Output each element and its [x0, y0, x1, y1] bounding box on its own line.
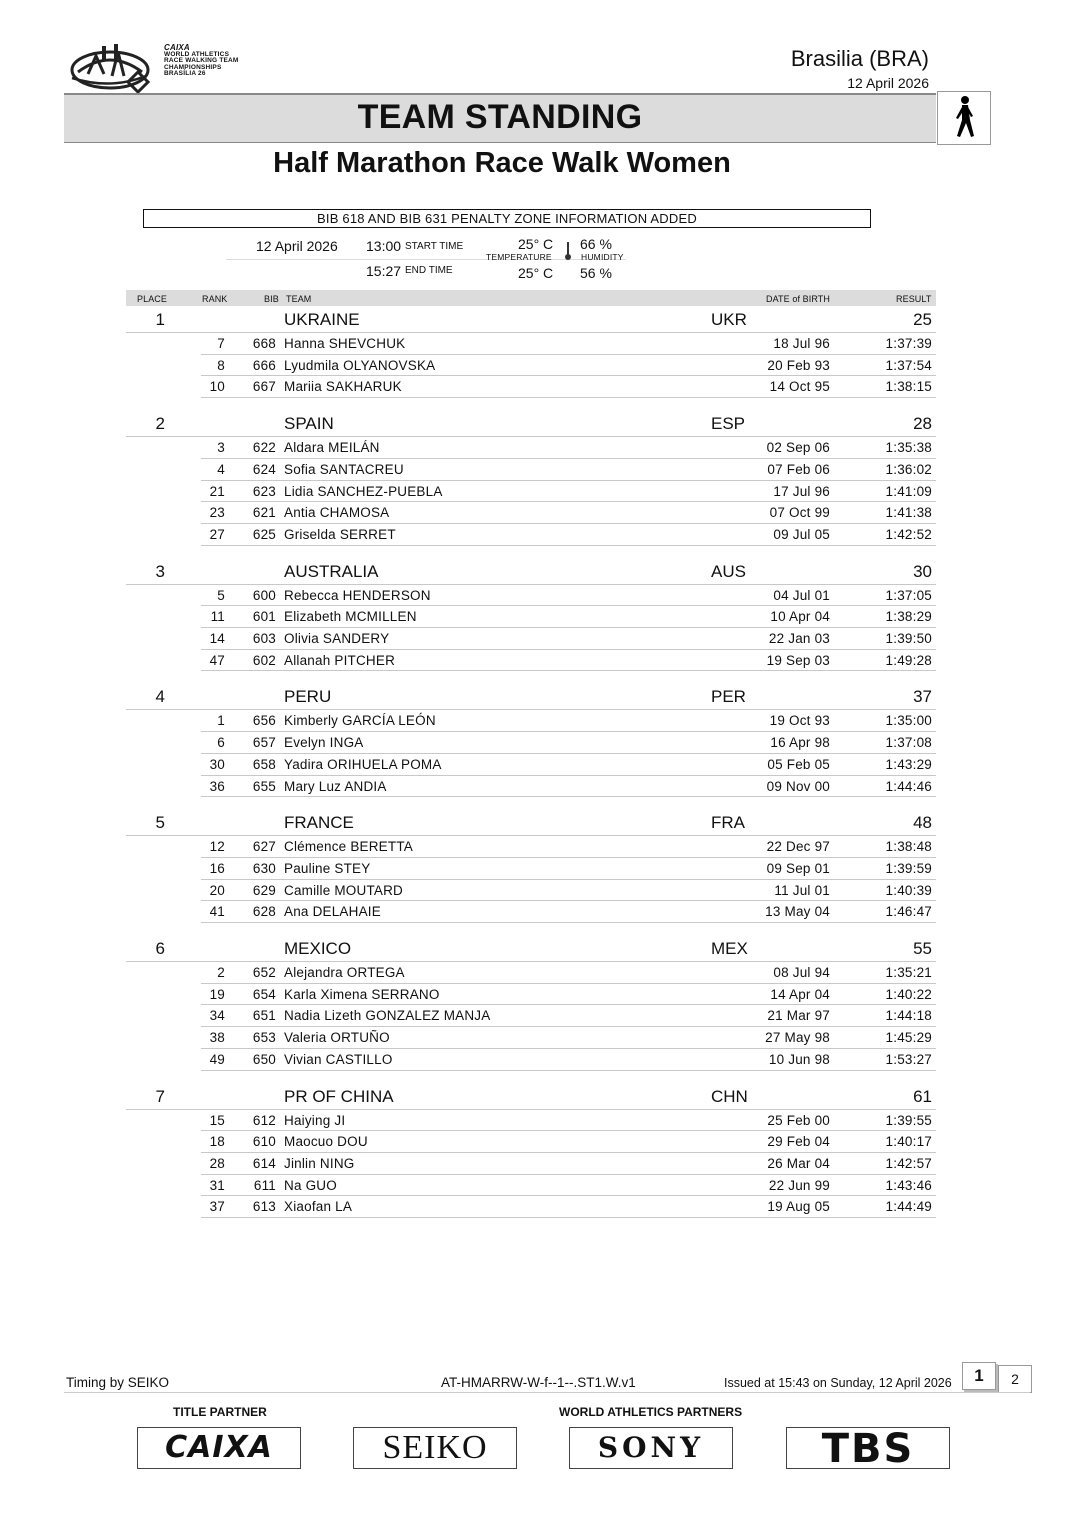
team-result: 28 [913, 414, 932, 434]
title-partner-label: TITLE PARTNER [173, 1405, 267, 1419]
athlete-name: Lyudmila OLYANOVSKA [284, 357, 436, 373]
athlete-dob: 05 Feb 05 [767, 756, 830, 772]
team-result: 61 [913, 1086, 932, 1106]
team-code: MEX [711, 939, 748, 958]
athlete-divider [201, 1217, 936, 1218]
athlete-name: Hanna SHEVCHUK [284, 336, 406, 351]
athlete-bib: 621 [252, 505, 276, 521]
athlete-name: Nadia Lizeth GONZALEZ MANJA [284, 1008, 491, 1024]
athlete-name: Mariia SAKHARUK [284, 379, 402, 395]
issued-timestamp: Issued at 15:43 on Sunday, 12 April 2026 [724, 1376, 952, 1390]
athlete-divider [201, 670, 936, 671]
athlete-rank: 28 [209, 1155, 225, 1171]
team-name: MEXICO [284, 939, 352, 958]
team-result: 25 [913, 310, 932, 329]
athlete-dob: 11 Jul 01 [774, 882, 830, 898]
athlete-dob: 09 Nov 00 [766, 778, 830, 794]
team-code: PER [711, 687, 746, 707]
athlete-dob: 07 Feb 06 [767, 461, 830, 477]
athlete-result: 1:46:47 [885, 904, 932, 920]
team-divider [126, 709, 936, 710]
athlete-result: 1:44:49 [885, 1199, 932, 1215]
athlete-dob: 19 Sep 03 [766, 652, 830, 668]
athlete-divider [201, 354, 936, 355]
page-1[interactable]: 1 [962, 1362, 996, 1390]
team-result: 55 [913, 939, 932, 958]
athlete-divider [201, 1048, 936, 1049]
athlete-dob: 19 Aug 05 [767, 1199, 830, 1215]
race-date: 12 April 2026 [256, 238, 338, 254]
team-place: 3 [155, 561, 165, 581]
wa-partners-label: WORLD ATHLETICS PARTNERS [559, 1405, 743, 1419]
athlete-name: Evelyn INGA [284, 735, 364, 751]
page-2[interactable]: 2 [998, 1365, 1032, 1393]
athlete-rank: 3 [217, 440, 225, 456]
athlete-name: Xiaofan LA [284, 1199, 353, 1215]
temperature-start: 25° C [518, 236, 554, 252]
athlete-bib: 611 [253, 1177, 276, 1193]
athlete-dob: 10 Jun 98 [768, 1051, 830, 1067]
athlete-result: 1:43:29 [885, 756, 932, 772]
athlete-divider [201, 397, 936, 398]
athlete-dob: 21 Mar 97 [767, 1008, 830, 1024]
venue: Brasilia (BRA) [790, 46, 929, 71]
footer-divider [64, 1392, 1030, 1393]
athlete-result: 1:43:46 [885, 1177, 932, 1193]
athlete-rank: 36 [209, 778, 225, 794]
start-time-label: START TIME [405, 241, 464, 252]
team-divider [126, 584, 936, 585]
athlete-dob: 07 Oct 99 [769, 505, 830, 521]
athlete-dob: 20 Feb 93 [767, 357, 830, 373]
athlete-bib: 655 [252, 778, 276, 794]
athlete-dob: 14 Apr 04 [770, 986, 830, 1002]
sponsor-tbs-logo: TBS [786, 1427, 950, 1469]
athlete-bib: 612 [252, 1112, 276, 1128]
athlete-divider [201, 983, 936, 984]
team-divider [126, 332, 936, 333]
athlete-divider [201, 857, 936, 858]
athlete-name: Griselda SERRET [284, 526, 396, 542]
athlete-rank: 21 [209, 483, 225, 499]
col-bib: BIB [264, 294, 279, 304]
athlete-divider [201, 1130, 936, 1131]
col-place: PLACE [137, 294, 168, 304]
athlete-rank: 1 [217, 713, 225, 729]
athlete-result: 1:41:38 [885, 505, 932, 521]
page-title: TEAM STANDING [357, 98, 643, 136]
athlete-rank: 11 [210, 609, 225, 625]
athlete-dob: 09 Sep 01 [766, 860, 830, 876]
stadium-logo-icon [68, 38, 164, 94]
athlete-dob: 26 Mar 04 [767, 1155, 830, 1171]
athlete-dob: 08 Jul 94 [773, 965, 830, 980]
athlete-name: Pauline STEY [284, 860, 371, 876]
athlete-result: 1:40:22 [885, 986, 932, 1002]
athlete-dob: 25 Feb 00 [767, 1112, 830, 1128]
athlete-rank: 30 [209, 756, 225, 772]
athlete-dob: 19 Oct 93 [769, 713, 830, 729]
team-name: AUSTRALIA [284, 561, 379, 581]
athlete-name: Maocuo DOU [284, 1134, 368, 1150]
athlete-divider [201, 879, 936, 880]
team-name: SPAIN [284, 414, 334, 434]
athlete-divider [201, 1174, 936, 1175]
team-place: 4 [155, 687, 165, 707]
athlete-name: Jinlin NING [284, 1155, 355, 1171]
team-code: AUS [711, 561, 746, 581]
col-dob: DATE of BIRTH [766, 294, 830, 304]
athlete-bib: 650 [252, 1051, 276, 1067]
athlete-rank: 7 [217, 336, 225, 351]
athlete-name: Yadira ORIHUELA POMA [284, 756, 442, 772]
document-code: AT-HMARRW-W-f--1--.ST1.W.v1 [441, 1375, 636, 1390]
athlete-result: 1:44:18 [885, 1008, 932, 1024]
team-divider [126, 961, 936, 962]
athlete-rank: 41 [209, 904, 225, 920]
athlete-name: Antia CHAMOSA [284, 505, 390, 521]
athlete-result: 1:39:59 [885, 860, 932, 876]
athlete-dob: 04 Jul 01 [773, 587, 830, 603]
athlete-bib: 603 [252, 631, 276, 646]
athlete-result: 1:44:46 [885, 778, 932, 794]
athlete-rank: 31 [209, 1177, 225, 1193]
athlete-bib: 666 [252, 357, 276, 373]
athlete-divider [201, 480, 936, 481]
athlete-result: 1:49:28 [885, 652, 932, 668]
race-walker-icon [938, 92, 990, 144]
end-time-label: END TIME [405, 265, 453, 276]
athlete-bib: 614 [252, 1155, 276, 1171]
athlete-dob: 02 Sep 06 [766, 440, 830, 456]
start-time: 13:00 [366, 238, 402, 254]
athlete-dob: 22 Dec 97 [766, 839, 830, 855]
athlete-result: 1:36:02 [885, 461, 932, 477]
team-place: 7 [155, 1086, 165, 1106]
athlete-dob: 10 Apr 04 [770, 609, 830, 625]
athlete-rank: 18 [209, 1134, 225, 1150]
athlete-name: Kimberly GARCÍA LEÓN [284, 713, 436, 729]
athlete-name: Elizabeth MCMILLEN [284, 609, 417, 625]
athlete-name: Lidia SANCHEZ-PUEBLA [284, 483, 443, 499]
athlete-result: 1:41:09 [885, 483, 932, 499]
athlete-bib: 652 [252, 965, 276, 980]
athlete-result: 1:37:08 [885, 735, 932, 751]
team-name: PERU [284, 687, 332, 707]
athlete-result: 1:37:05 [885, 587, 932, 603]
athlete-divider [201, 458, 936, 459]
athlete-name: Haiying JI [284, 1112, 346, 1128]
athlete-bib: 602 [252, 652, 276, 668]
athlete-bib: 627 [252, 839, 276, 855]
athlete-rank: 23 [209, 505, 225, 521]
event-subtitle: Half Marathon Race Walk Women [273, 147, 731, 179]
athlete-bib: 610 [252, 1134, 276, 1150]
athlete-divider [201, 1004, 936, 1005]
athlete-result: 1:39:55 [885, 1112, 932, 1128]
athlete-divider [201, 775, 936, 776]
athlete-rank: 34 [209, 1008, 225, 1024]
athlete-bib: 630 [252, 860, 276, 876]
athlete-name: Rebecca HENDERSON [284, 587, 431, 603]
athlete-name: Valeria ORTUÑO [284, 1030, 390, 1046]
athlete-dob: 17 Jul 96 [773, 483, 830, 499]
athlete-divider [201, 1152, 936, 1153]
athlete-result: 1:42:52 [885, 526, 932, 542]
team-result: 48 [913, 813, 932, 833]
athlete-bib: 657 [252, 735, 276, 751]
athlete-result: 1:35:38 [885, 440, 932, 456]
athlete-result: 1:35:00 [885, 713, 932, 729]
athlete-divider [201, 922, 936, 923]
athlete-bib: 656 [252, 713, 276, 729]
athlete-rank: 14 [209, 631, 225, 646]
athlete-result: 1:37:54 [885, 357, 932, 373]
humidity-label: HUMIDITY [581, 252, 624, 262]
athlete-name: Alejandra ORTEGA [284, 965, 405, 980]
athlete-result: 1:37:39 [885, 336, 932, 351]
humidity-start: 66 % [580, 236, 612, 252]
athlete-result: 1:45:29 [885, 1030, 932, 1046]
athlete-result: 1:39:50 [885, 631, 932, 646]
team-name: UKRAINE [284, 310, 360, 329]
team-result: 37 [913, 687, 932, 707]
athlete-divider [201, 627, 936, 628]
athlete-rank: 10 [209, 379, 225, 395]
team-place: 5 [155, 813, 165, 833]
athlete-result: 1:38:29 [885, 609, 932, 625]
athlete-name: Clémence BERETTA [284, 839, 413, 855]
event-name: CAIXA WORLD ATHLETICS RACE WALKING TEAM CHAMPIONSHIPS BRASÍLIA 26 [164, 43, 239, 78]
team-name: PR OF CHINA [284, 1086, 394, 1106]
team-code: FRA [711, 813, 745, 833]
athlete-name: Aldara MEILÁN [284, 440, 380, 456]
athlete-rank: 49 [209, 1051, 225, 1067]
team-place: 1 [155, 310, 165, 329]
athlete-name: Olivia SANDERY [284, 631, 390, 646]
athlete-name: Sofia SANTACREU [284, 461, 404, 477]
athlete-rank: 37 [209, 1199, 225, 1215]
athlete-result: 1:42:57 [885, 1155, 932, 1171]
team-place: 6 [155, 939, 165, 958]
athlete-result: 1:40:39 [885, 882, 932, 898]
athlete-bib: 624 [252, 461, 276, 477]
athlete-result: 1:38:15 [885, 379, 932, 395]
athlete-rank: 2 [217, 965, 225, 980]
sponsor-caixa-logo: CAIXA [137, 1427, 301, 1469]
athlete-bib: 613 [252, 1199, 276, 1215]
athlete-bib: 623 [252, 483, 276, 499]
athlete-rank: 5 [217, 587, 225, 603]
athlete-name: Camille MOUTARD [284, 882, 404, 898]
athlete-rank: 38 [209, 1030, 225, 1046]
team-code: CHN [711, 1086, 748, 1106]
athlete-dob: 13 May 04 [765, 904, 830, 920]
team-result: 30 [913, 561, 932, 581]
athlete-divider [201, 523, 936, 524]
athlete-dob: 18 Jul 96 [773, 336, 830, 351]
col-result: RESULT [896, 294, 932, 304]
athlete-rank: 15 [209, 1112, 225, 1128]
athlete-name: Vivian CASTILLO [284, 1051, 393, 1067]
athlete-rank: 27 [209, 526, 225, 542]
athlete-dob: 16 Apr 98 [770, 735, 830, 751]
athlete-divider [201, 753, 936, 754]
athlete-bib: 625 [252, 526, 276, 542]
team-code: UKR [711, 310, 747, 329]
col-team: TEAM [286, 294, 312, 304]
athlete-divider [201, 1026, 936, 1027]
athlete-result: 1:53:27 [885, 1051, 932, 1067]
athlete-divider [201, 796, 936, 797]
temperature-label: TEMPERATURE [486, 252, 552, 262]
team-place: 2 [155, 414, 165, 434]
athlete-dob: 29 Feb 04 [767, 1134, 830, 1150]
athlete-bib: 667 [252, 379, 276, 395]
athlete-divider [201, 375, 936, 376]
athlete-divider [201, 731, 936, 732]
athlete-bib: 600 [252, 587, 276, 603]
athlete-bib: 629 [252, 882, 276, 898]
temperature-end: 25° C [518, 265, 554, 281]
athlete-name: Na GUO [284, 1177, 337, 1193]
humidity-end: 56 % [580, 265, 612, 281]
athlete-rank: 6 [217, 735, 225, 751]
sponsor-seiko-logo: SEIKO [353, 1427, 517, 1469]
athlete-divider [201, 545, 936, 546]
athlete-rank: 20 [209, 882, 225, 898]
athlete-bib: 658 [252, 756, 276, 772]
athlete-rank: 12 [209, 839, 225, 855]
athlete-name: Allanah PITCHER [284, 652, 396, 668]
athlete-rank: 19 [209, 986, 225, 1002]
thermometer-icon [563, 240, 573, 267]
athlete-divider [201, 605, 936, 606]
team-name: FRANCE [284, 813, 354, 833]
athlete-name: Ana DELAHAIE [284, 904, 381, 920]
athlete-bib: 653 [252, 1030, 276, 1046]
athlete-bib: 651 [252, 1008, 276, 1024]
athlete-divider [201, 1195, 936, 1196]
athlete-bib: 668 [252, 336, 276, 351]
athlete-name: Karla Ximena SERRANO [284, 986, 440, 1002]
athlete-divider [201, 1070, 936, 1071]
athlete-divider [201, 501, 936, 502]
sponsor-sony-logo: SONY [569, 1427, 733, 1469]
notice-box: BIB 618 AND BIB 631 PENALTY ZONE INFORMATION ADDED [143, 209, 871, 228]
athlete-dob: 22 Jan 03 [768, 631, 830, 646]
athlete-dob: 14 Oct 95 [769, 379, 830, 395]
header-date: 12 April 2026 [847, 75, 929, 91]
athlete-rank: 8 [217, 357, 225, 373]
athlete-bib: 654 [252, 986, 276, 1002]
athlete-result: 1:38:48 [885, 839, 932, 855]
athlete-dob: 22 Jun 99 [768, 1177, 830, 1193]
athlete-rank: 16 [209, 860, 225, 876]
col-rank: RANK [202, 294, 228, 304]
athlete-dob: 27 May 98 [765, 1030, 830, 1046]
athlete-bib: 601 [252, 609, 276, 625]
athlete-dob: 09 Jul 05 [773, 526, 830, 542]
athlete-rank: 47 [209, 652, 225, 668]
timing-credit: Timing by SEIKO [66, 1375, 170, 1390]
athlete-bib: 622 [252, 440, 276, 456]
team-divider [126, 1109, 936, 1110]
athlete-bib: 628 [252, 904, 276, 920]
athlete-divider [201, 900, 936, 901]
team-divider [126, 835, 936, 836]
athlete-result: 1:40:17 [885, 1134, 932, 1150]
team-code: ESP [711, 414, 746, 434]
end-time: 15:27 [366, 263, 402, 279]
athlete-name: Mary Luz ANDIA [284, 778, 387, 794]
team-divider [126, 436, 936, 437]
athlete-divider [201, 649, 936, 650]
athlete-rank: 4 [217, 461, 225, 477]
athlete-result: 1:35:21 [885, 965, 932, 980]
race-walk-pictogram [937, 91, 991, 145]
